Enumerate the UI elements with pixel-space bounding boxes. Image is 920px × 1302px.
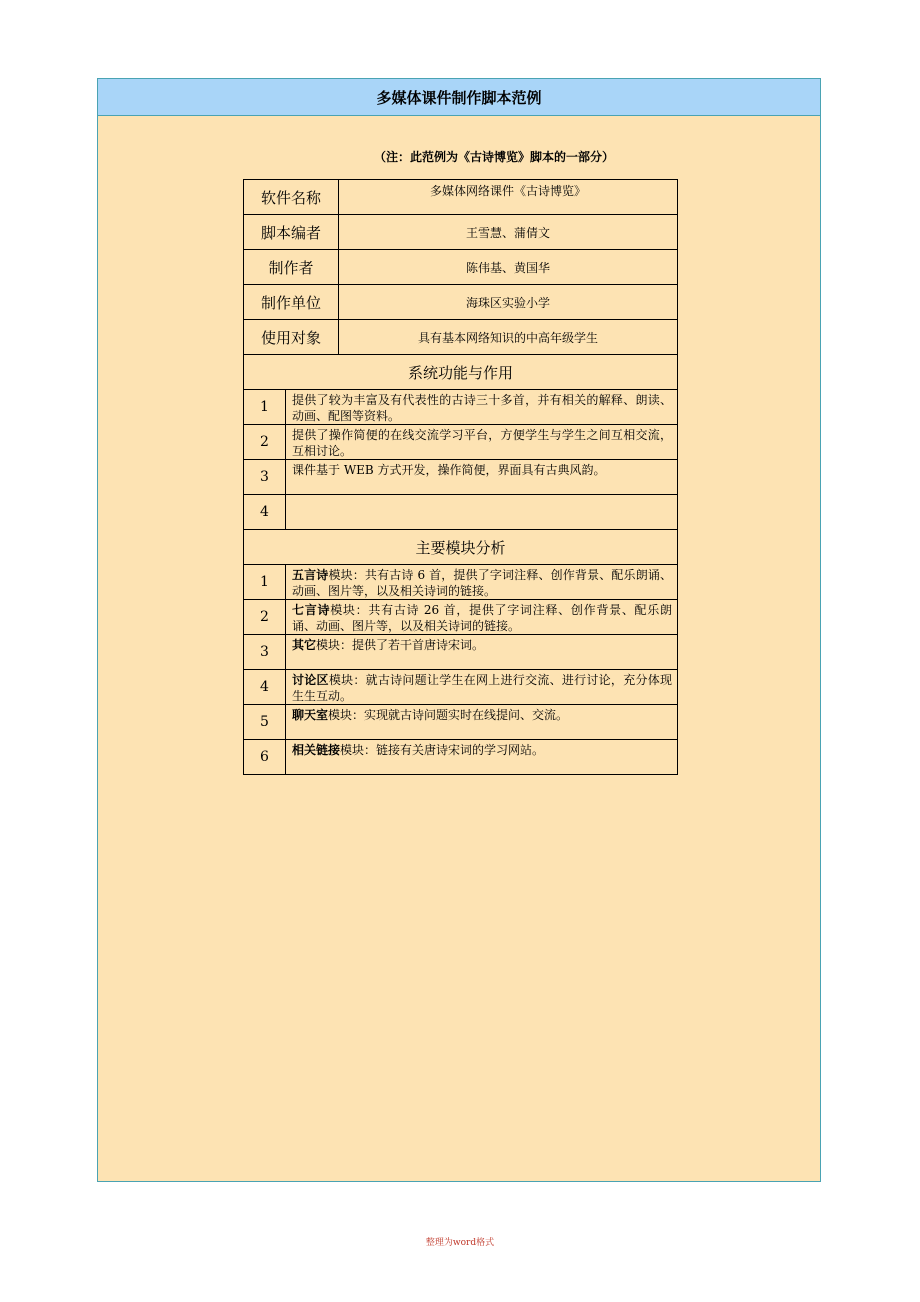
function-row xyxy=(244,460,678,495)
info-value: 王雪慧、蒲倩文 xyxy=(339,215,678,250)
info-value: 陈伟基、黄国华 xyxy=(339,250,678,285)
module-text: 模块：实现就古诗问题实时在线提问、交流。 xyxy=(328,708,569,722)
module-number: 1 xyxy=(244,565,286,600)
module-number: 5 xyxy=(244,705,286,740)
module-text: 模块：提供了若干首唐诗宋词。 xyxy=(316,638,485,652)
function-text: 课件基于 WEB 方式开发，操作简便，界面具有古典风韵。 xyxy=(286,460,678,495)
module-row xyxy=(244,565,678,600)
section-heading-row xyxy=(244,355,678,390)
functions-heading: 系统功能与作用 xyxy=(244,355,678,390)
function-text xyxy=(286,495,678,530)
note-text: （注：此范例为《古诗博览》脚本的一部分） xyxy=(374,150,615,164)
info-row xyxy=(244,250,678,285)
module-text: 模块：共有古诗 6 首，提供了字词注释、创作背景、配乐朗诵、动画、图片等，以及相关诗词的链接。 xyxy=(292,568,672,598)
modules-heading: 主要模块分析 xyxy=(244,530,678,565)
footer-text: 整理为word格式 xyxy=(425,1238,495,1248)
script-table xyxy=(243,179,678,775)
function-number: 2 xyxy=(244,425,286,460)
module-name: 七言诗 xyxy=(292,603,331,617)
function-row xyxy=(244,425,678,460)
module-number: 3 xyxy=(244,635,286,670)
module-row xyxy=(244,635,678,670)
module-number: 2 xyxy=(244,600,286,635)
module-description xyxy=(286,705,678,740)
function-number: 4 xyxy=(244,495,286,530)
module-name: 五言诗 xyxy=(292,568,329,582)
module-description xyxy=(286,740,678,775)
page-title: 多媒体课件制作脚本范例 xyxy=(98,79,820,116)
info-value: 多媒体网络课件《古诗博览》 xyxy=(339,180,678,215)
info-label: 脚本编者 xyxy=(244,215,339,250)
module-text: 模块：链接有关唐诗宋词的学习网站。 xyxy=(340,743,545,757)
module-name: 相关链接 xyxy=(292,743,341,757)
module-row xyxy=(244,740,678,775)
function-row xyxy=(244,495,678,530)
function-text: 提供了操作简便的在线交流学习平台，方便学生与学生之间互相交流，互相讨论。 xyxy=(286,425,678,460)
module-description xyxy=(286,565,678,600)
module-description xyxy=(286,600,678,635)
module-text: 模块：就古诗问题让学生在网上进行交流、进行讨论，充分体现生生互动。 xyxy=(292,673,673,703)
module-description xyxy=(286,635,678,670)
info-value: 具有基本网络知识的中高年级学生 xyxy=(339,320,678,355)
info-row xyxy=(244,215,678,250)
function-number: 3 xyxy=(244,460,286,495)
info-label: 制作单位 xyxy=(244,285,339,320)
function-text: 提供了较为丰富及有代表性的古诗三十多首，并有相关的解释、朗读、动画、配图等资料。 xyxy=(286,390,678,425)
module-number: 4 xyxy=(244,670,286,705)
module-name: 其它 xyxy=(292,638,317,652)
info-label: 使用对象 xyxy=(244,320,339,355)
module-description xyxy=(286,670,678,705)
module-row xyxy=(244,670,678,705)
module-row xyxy=(244,600,678,635)
info-value: 海珠区实验小学 xyxy=(339,285,678,320)
module-text: 模块：共有古诗 26 首，提供了字词注释、创作背景、配乐朗诵、动画、图片等，以及相关诗词的链接。 xyxy=(292,603,672,633)
module-number: 6 xyxy=(244,740,286,775)
module-name: 聊天室 xyxy=(292,708,329,722)
function-number: 1 xyxy=(244,390,286,425)
module-row xyxy=(244,705,678,740)
info-label: 软件名称 xyxy=(244,180,339,215)
info-label: 制作者 xyxy=(244,250,339,285)
function-row xyxy=(244,390,678,425)
info-row xyxy=(244,320,678,355)
section-heading-row xyxy=(244,530,678,565)
info-row xyxy=(244,180,678,215)
module-name: 讨论区 xyxy=(292,673,329,687)
info-row xyxy=(244,285,678,320)
